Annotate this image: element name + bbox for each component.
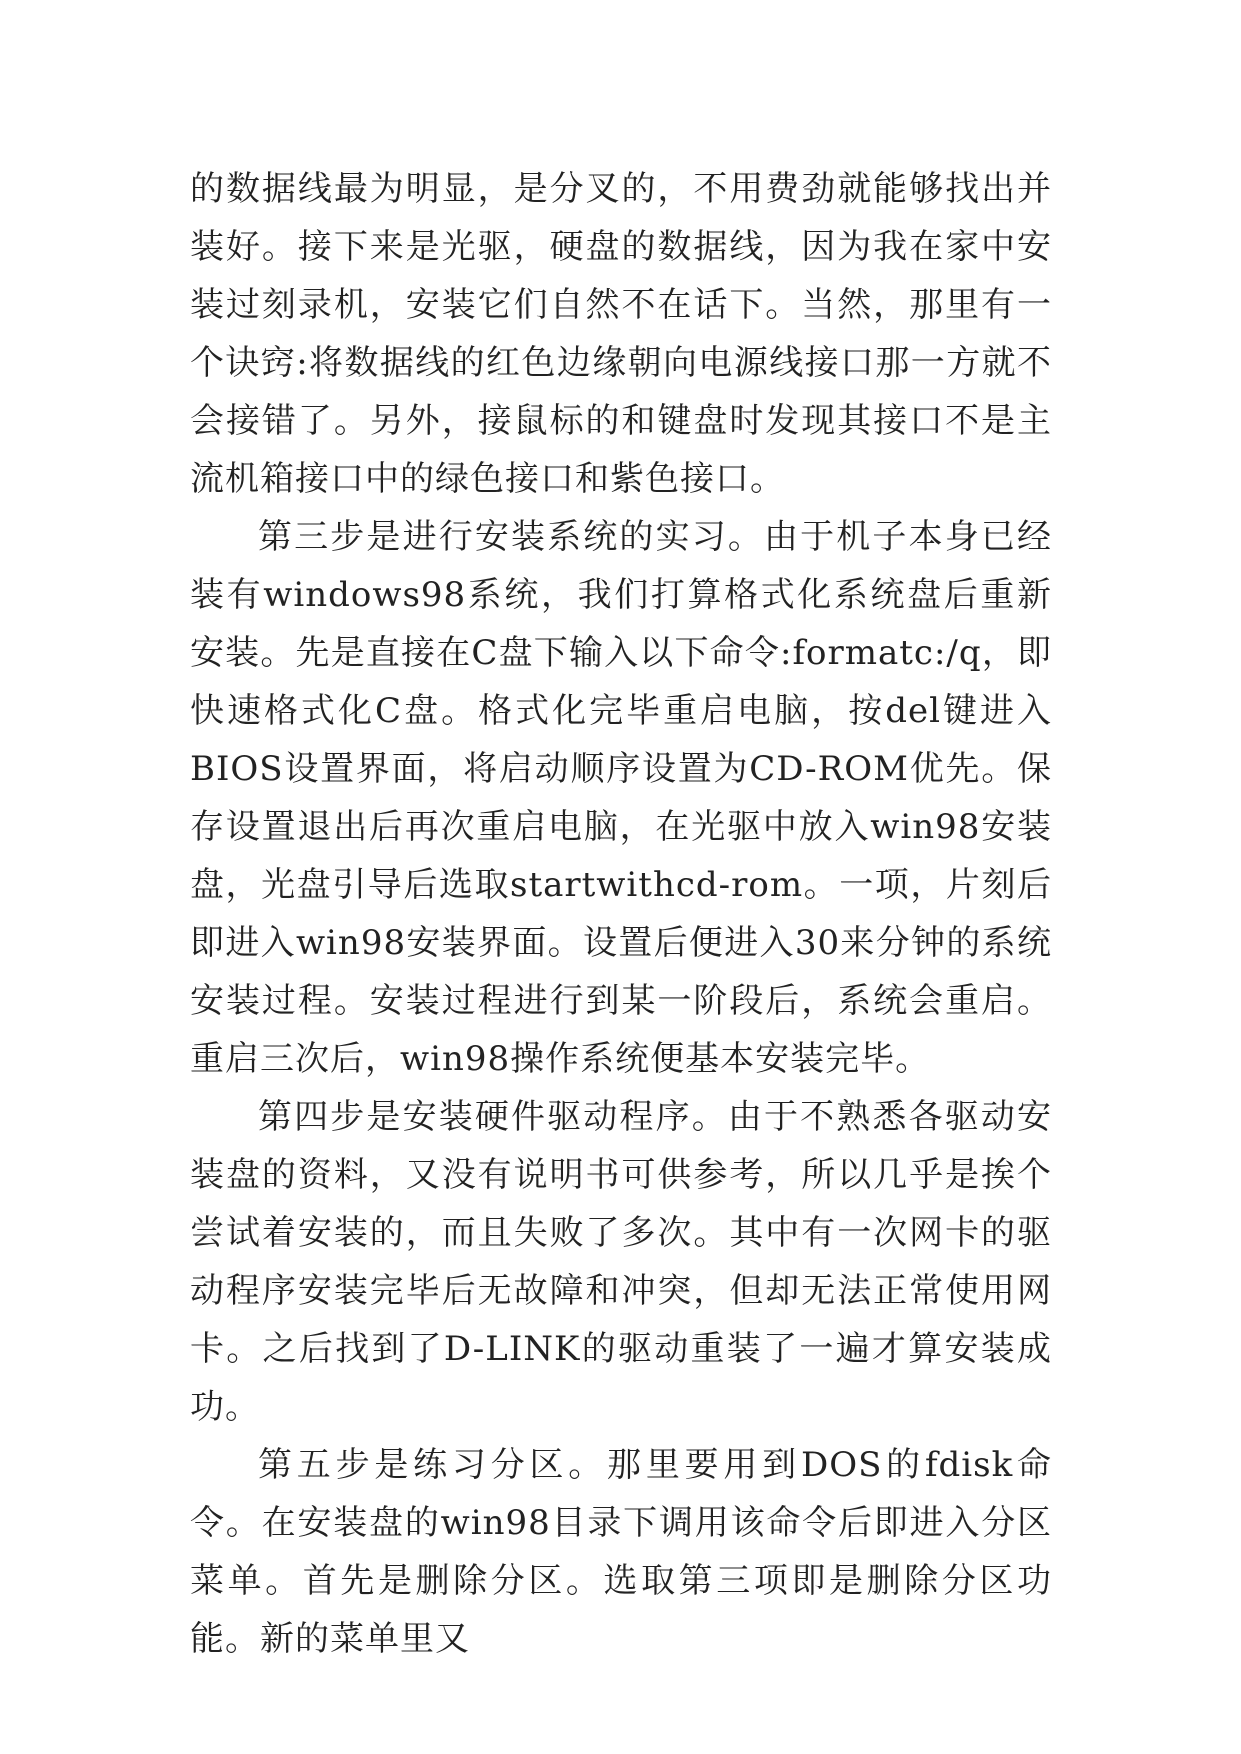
paragraph-step-four: 第四步是安装硬件驱动程序。由于不熟悉各驱动安装盘的资料，又没有说明书可供参考，所以几乎是挨个尝试着安装的，而且失败了多次。其中有一次网卡的驱动程序安装完毕后无故障和冲突，但却无法正常使用网卡。之后找到了D-LINK的驱动重装了一遍才算安装成功。	[190, 1097, 1052, 1427]
paragraph-step-three: 第三步是进行安装系统的实习。由于机子本身已经装有windows98系统，我们打算格式化系统盘后重新安装。先是直接在C盘下输入以下命令:formatc:/q，即快速格式化C盘。格式化完毕重启电脑，按del键进入BIOS设置界面，将启动顺序设置为CD-ROM优先。保存设置退出后再次重启电脑，在光驱中放入win98安装盘，光盘引导后选取startwithcd-rom。一项，片刻后即进入win98安装界面。设置后便进入30来分钟的系统安装过程。安装过程进行到某一阶段后，系统会重启。重启三次后，win98操作系统便基本安装完毕。	[190, 517, 1052, 1079]
paragraph-step-five: 第五步是练习分区。那里要用到DOS的fdisk命令。在安装盘的win98目录下调用该命令后即进入分区菜单。首先是删除分区。选取第三项即是删除分区功能。新的菜单里又	[190, 1445, 1052, 1659]
body-text	[190, 160, 1052, 1668]
paragraph-continuation: 的数据线最为明显，是分叉的，不用费劲就能够找出并装好。接下来是光驱，硬盘的数据线，因为我在家中安装过刻录机，安装它们自然不在话下。当然，那里有一个诀窍:将数据线的红色边缘朝向电源线接口那一方就不会接错了。另外，接鼠标的和键盘时发现其接口不是主流机箱接口中的绿色接口和紫色接口。	[190, 169, 1052, 499]
